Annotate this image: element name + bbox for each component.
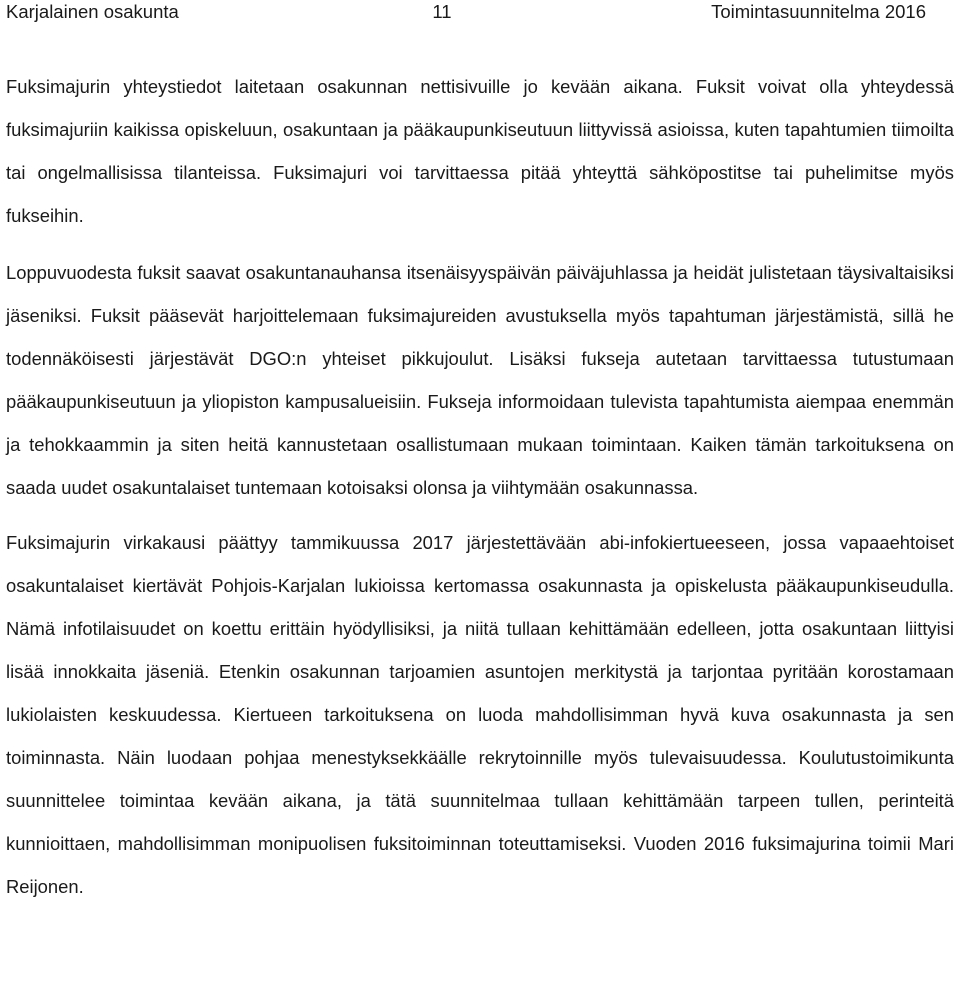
header-organization: Karjalainen osakunta	[6, 1, 179, 22]
page-header	[6, 0, 926, 24]
document-body	[6, 65, 954, 922]
header-document-title: Toimintasuunnitelma 2016	[711, 1, 926, 22]
header-page-number: 11	[432, 1, 452, 22]
paragraph-fuksimajuri-contact: Fuksimajurin yhteystiedot laitetaan osakunnan nettisivuille jo kevään aikana. Fuksit voivat olla yhteydessä fuksimajuriin kaikissa opiskeluun, osakuntaan ja pääkaupunkiseutuun liittyvissä asioissa, kuten tapahtumien tiimoilta tai ongelmallisissa tilanteissa. Fuksimajuri voi tarvittaessa pitää yhteyttä sähköpostitse tai puhelimitse myös fukseihin.	[6, 76, 954, 226]
paragraph-abi-info-tour: Fuksimajurin virkakausi päättyy tammikuussa 2017 järjestettävään abi-infokiertueeseen, jossa vapaaehtoiset osakuntalaiset kiertävät Pohjois-Karjalan lukioissa kertomassa osakunnasta ja opiskelusta pääkaupunkiseudulla. Nämä infotilaisuudet on koettu erittäin hyödyllisiksi, ja niitä tullaan kehittämään edelleen, jotta osakuntaan liittyisi lisää innokkaita jäseniä. Etenkin osakunnan tarjoamien asuntojen merkitystä ja tarjontaa pyritään korostamaan lukiolaisten keskuudessa. Kiertueen tarkoituksena on luoda mahdollisimman hyvä kuva osakunnasta ja sen toiminnasta. Näin luodaan pohjaa menestyksekkäälle rekrytoinnille myös tulevaisuudessa. Koulutustoimikunta suunnittelee toimintaa kevään aikana, ja tätä suunnitelmaa tullaan kehittämään tarpeen tullen, perinteitä kunnioittaen, mahdollisimman monipuolisen fuksitoiminnan toteuttamiseksi. Vuoden 2016 fuksimajurina toimii Mari Reijonen.	[6, 532, 954, 897]
paragraph-fuksit-membership: Loppuvuodesta fuksit saavat osakuntanauhansa itsenäisyyspäivän päiväjuhlassa ja heidät julistetaan täysivaltaisiksi jäseniksi. Fuksit pääsevät harjoittelemaan fuksimajureiden avustuksella myös tapahtuman järjestämistä, sillä he todennäköisesti järjestävät DGO:n yhteiset pikkujoulut. Lisäksi fukseja autetaan tarvittaessa tutustumaan pääkaupunkiseutuun ja yliopiston kampusalueisiin. Fukseja informoidaan tulevista tapahtumista aiempaa enemmän ja tehokkaammin ja siten heitä kannustetaan osallistumaan mukaan toimintaan. Kaiken tämän tarkoituksena on saada uudet osakuntalaiset tuntemaan kotoisaksi olonsa ja viihtymään osakunnassa.	[6, 262, 954, 498]
